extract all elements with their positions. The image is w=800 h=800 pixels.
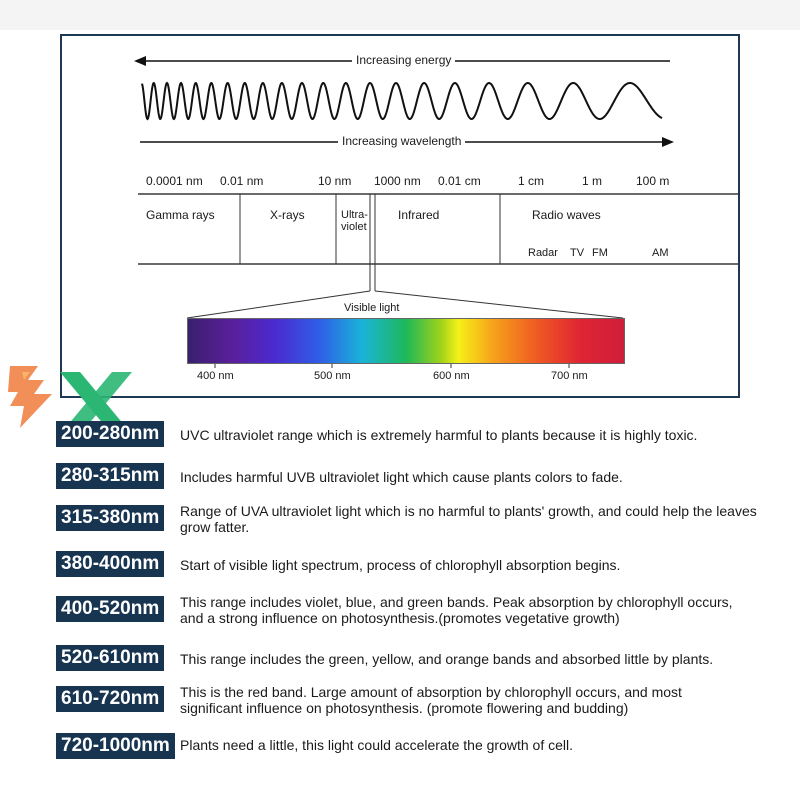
range-description: Includes harmful UVB ultraviolet light which cause plants colors to fade. (180, 469, 623, 485)
visible-light-label: Visible light (344, 302, 400, 314)
left-arrowhead-icon (134, 56, 146, 66)
visible-tick-label: 400 nm (197, 370, 234, 382)
range-badge: 280-315nm (56, 463, 164, 489)
range-description: This range includes violet, blue, and green bands. Peak absorption by chlorophyll occurs, and a strong influence on photosynthesis.(promotes vegetative growth) (180, 594, 733, 626)
fm-label: FM (592, 247, 608, 259)
radar-label: Radar (528, 247, 558, 259)
visible-tick-label: 600 nm (433, 370, 470, 382)
scale-tick: 10 nm (318, 174, 352, 188)
visible-tick-label: 500 nm (314, 370, 351, 382)
visible-tick-label: 700 nm (551, 370, 588, 382)
range-badge: 200-280nm (56, 421, 164, 447)
range-badge: 400-520nm (56, 596, 164, 622)
ultraviolet-label-line2: violet (341, 221, 367, 233)
scale-tick: 1 m (582, 174, 603, 188)
wave-line (142, 83, 662, 119)
range-description: Range of UVA ultraviolet light which is no harmful to plants' growth, and could help the leaves grow fatter. (180, 503, 757, 535)
infrared-label: Infrared (398, 208, 440, 222)
right-arrowhead-icon (662, 137, 674, 147)
visible-spectrum-bar (187, 318, 625, 364)
range-description: Start of visible light spectrum, process of chlorophyll absorption begins. (180, 557, 621, 573)
range-badge: 520-610nm (56, 645, 164, 671)
scale-tick: 0.01 nm (220, 174, 264, 188)
range-badge: 315-380nm (56, 505, 164, 531)
scale-tick: 100 m (636, 174, 670, 188)
range-description: UVC ultraviolet range which is extremely harmful to plants because it is highly toxic. (180, 427, 698, 443)
top-background (0, 0, 800, 30)
range-description: This is the red band. Large amount of absorption by chlorophyll occurs, and most significant influence on photosynthesis. (promote flowering and budding) (180, 684, 682, 716)
range-description: Plants need a little, this light could accelerate the growth of cell. (180, 737, 573, 753)
scale-tick: 1 cm (518, 174, 545, 188)
ultraviolet-label-line1: Ultra- (341, 209, 368, 221)
scale-tick: 0.01 cm (438, 174, 481, 188)
scale-tick: 1000 nm (374, 174, 421, 188)
scale-tick: 0.0001 nm (146, 174, 203, 188)
xrays-label: X-rays (270, 208, 305, 222)
am-label: AM (652, 247, 669, 259)
radio-waves-label: Radio waves (532, 208, 601, 222)
gamma-rays-label: Gamma rays (146, 208, 215, 222)
energy-label: Increasing energy (352, 53, 455, 67)
range-badge: 380-400nm (56, 551, 164, 577)
range-description: This range includes the green, yellow, and orange bands and absorbed little by plants. (180, 651, 714, 667)
electromagnetic-spectrum-diagram (60, 34, 740, 398)
wavelength-label: Increasing wavelength (338, 134, 465, 148)
range-badge: 720-1000nm (56, 733, 175, 759)
tv-label: TV (570, 247, 585, 259)
range-badge: 610-720nm (56, 686, 164, 712)
